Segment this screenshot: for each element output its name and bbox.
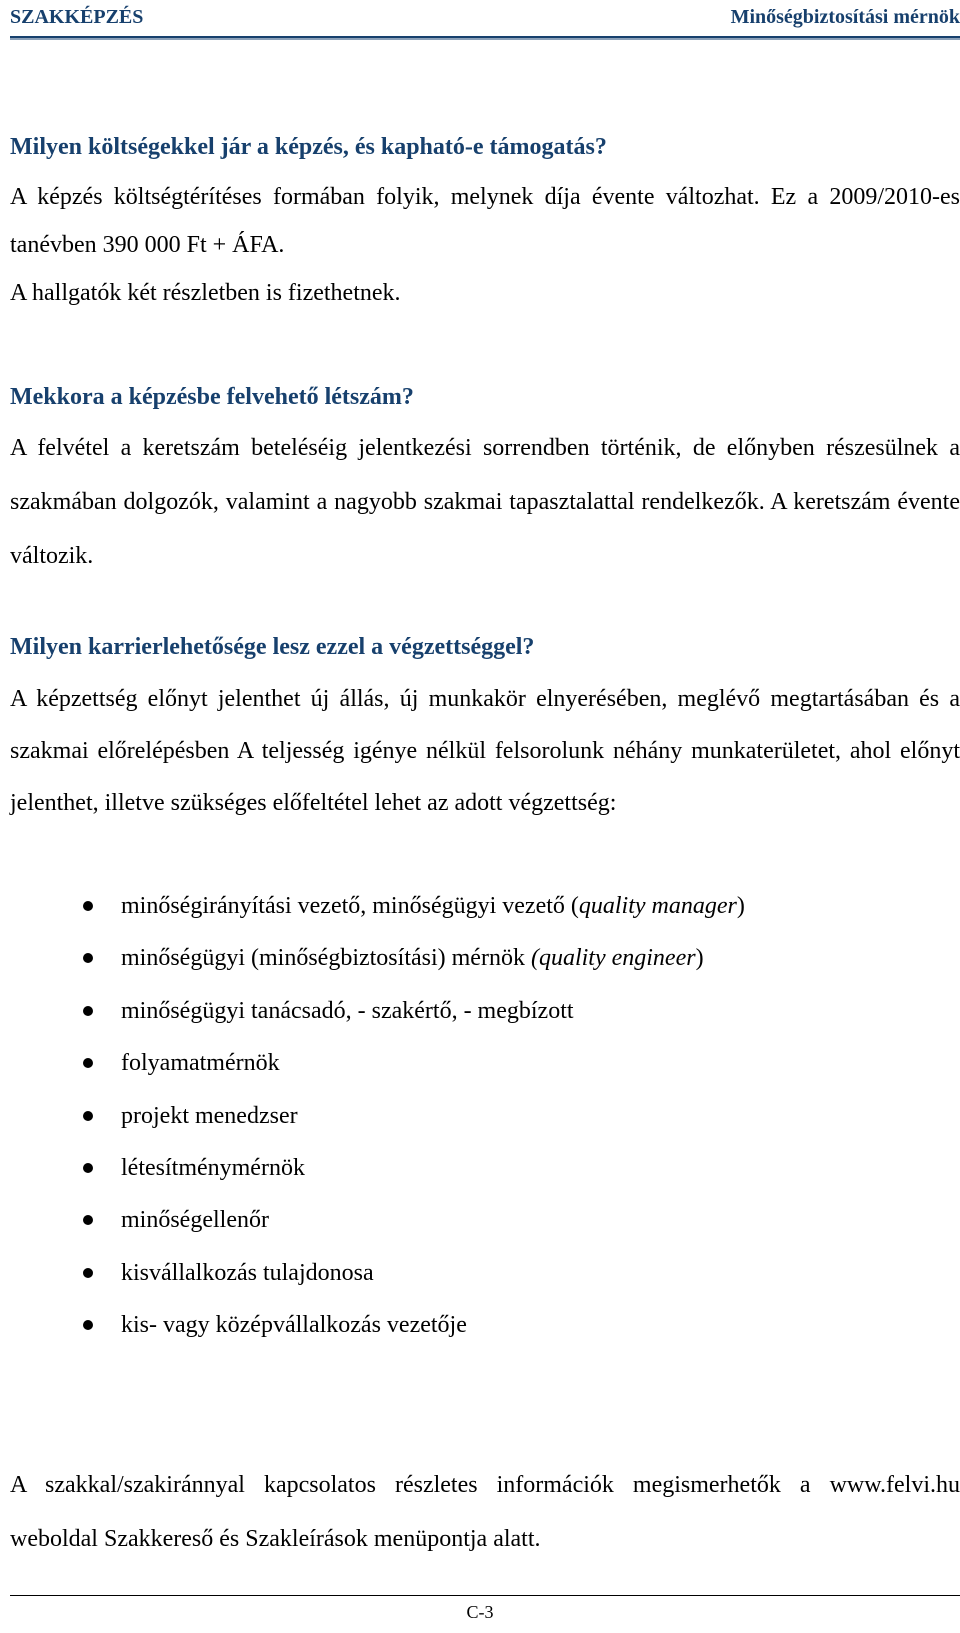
bullet-icon: [83, 1058, 93, 1068]
bullet-icon: [83, 1006, 93, 1016]
page-number: C-3: [466, 1602, 494, 1622]
paragraph-installments: A hallgatók két részletben is fizethetnek.: [10, 280, 401, 306]
list-item: minőségügyi (minőségbiztosítási) mérnök (quality engineer): [10, 932, 960, 984]
section-heading-headcount: Mekkora a képzésbe felvehető létszám?: [10, 384, 414, 410]
bullet-icon: [83, 953, 93, 963]
paragraph-costs: A képzés költségtérítéses formában folyik, melynek díja évente változhat. Ez a 2009/2010-es tanévben 390 000 Ft + ÁFA.: [10, 184, 960, 258]
section-heading-career: Milyen karrierlehetősége lesz ezzel a végzettséggel?: [10, 634, 535, 660]
bullet-icon: [83, 1268, 93, 1278]
footer-divider: [10, 1595, 960, 1596]
list-item: projekt menedzser: [10, 1090, 960, 1142]
bullet-icon: [83, 901, 93, 911]
page-header: [10, 0, 960, 34]
bullet-icon: [83, 1215, 93, 1225]
list-item: minőségellenőr: [10, 1194, 960, 1246]
list-item: minőségügyi tanácsadó, - szakértő, - megbízott: [10, 985, 960, 1037]
paragraph-career: A képzettség előnyt jelenthet új állás, új munkakör elnyerésében, meglévő megtartásában és a szakmai előrelépésben A teljesség igénye nélkül felsorolunk néhány munkaterületet, ahol előnyt jelenthet, illetve szükséges előfeltétel lehet az adott végzettség:: [10, 686, 960, 816]
bullet-icon: [83, 1111, 93, 1121]
career-list: [10, 880, 960, 1352]
list-item: minőségirányítási vezető, minőségügyi vezető (quality manager): [10, 880, 960, 932]
list-item: folyamatmérnök: [10, 1037, 960, 1089]
section-heading-costs: Milyen költségekkel jár a képzés, és kapható-e támogatás?: [10, 134, 607, 160]
header-left-title: SZAKKÉPZÉS: [10, 5, 144, 28]
header-right-title: Minőségbiztosítási mérnök: [730, 5, 960, 28]
list-item: kis- vagy középvállalkozás vezetője: [10, 1299, 960, 1351]
header-divider: [10, 36, 960, 38]
paragraph-closing: A szakkal/szakiránnyal kapcsolatos részletes információk megismerhetők a www.felvi.hu weboldal Szakkereső és Szakleírások menüpontja alatt.: [10, 1472, 960, 1552]
paragraph-headcount: A felvétel a keretszám beteléséig jelentkezési sorrendben történik, de előnyben részesülnek a szakmában dolgozók, valamint a nagyobb szakmai tapasztalattal rendelkezők. A keretszám évente változik.: [10, 435, 960, 569]
bullet-icon: [83, 1163, 93, 1173]
list-item: kisvállalkozás tulajdonosa: [10, 1247, 960, 1299]
list-item: létesítménymérnök: [10, 1142, 960, 1194]
bullet-icon: [83, 1320, 93, 1330]
